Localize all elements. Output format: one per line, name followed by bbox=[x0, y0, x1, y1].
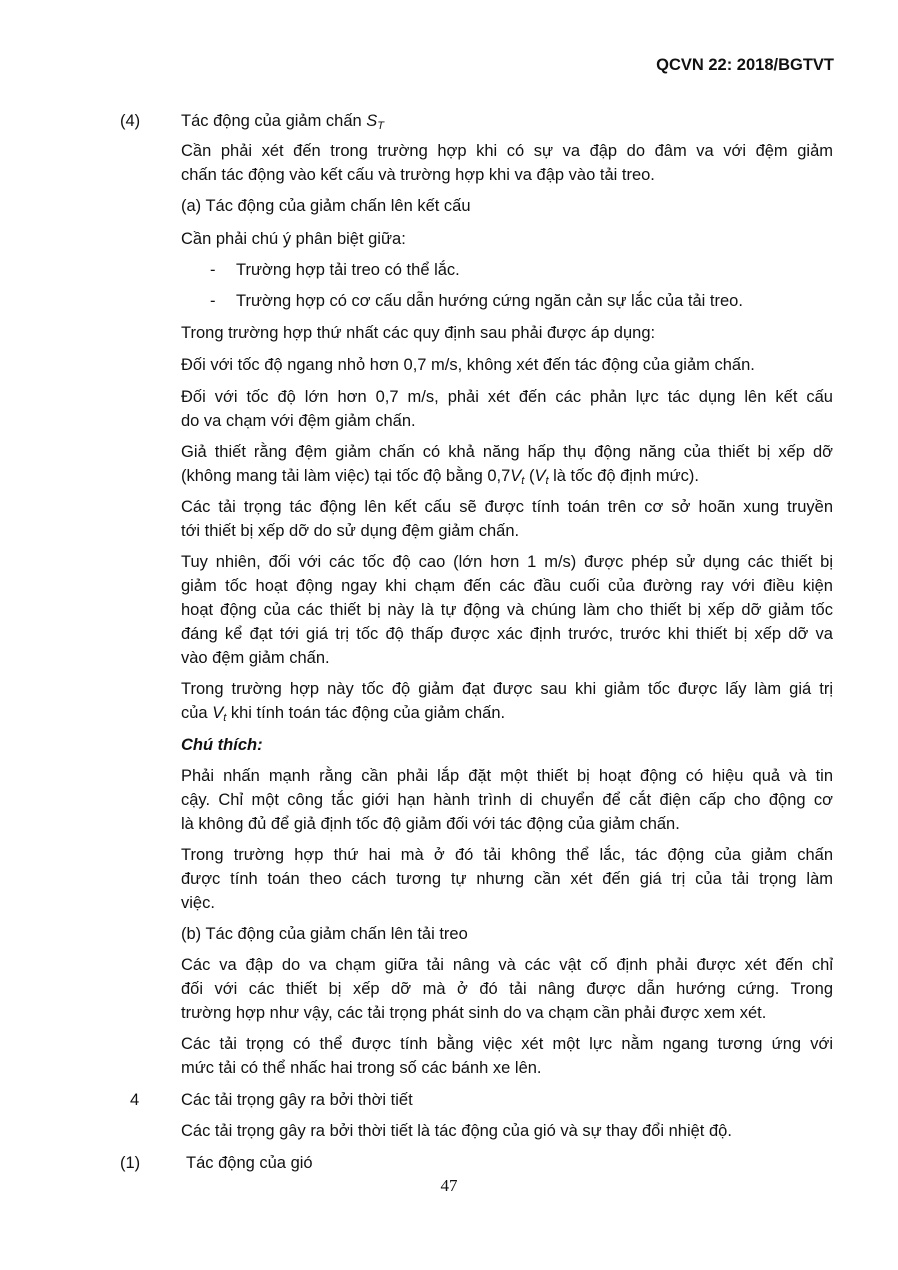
paragraph-line: Phải nhấn mạnh rằng cần phải lắp đặt một thiết bị hoạt động có hiệu quả và tin bbox=[181, 767, 833, 785]
paragraph-line: Đối với tốc độ lớn hơn 0,7 m/s, phải xét đến các phản lực tác dụng lên kết cấu bbox=[181, 388, 833, 406]
paragraph-line: đáng kể đạt tới giá trị tốc độ thấp được xác định trước, trước khi thiết bị xếp dỡ va bbox=[181, 625, 833, 643]
symbol-sub: T bbox=[377, 120, 385, 132]
section-title-text: Tác động của giảm chấn bbox=[181, 112, 367, 130]
symbol-v: V bbox=[534, 467, 546, 485]
subsection-title-a: (a) Tác động của giảm chấn lên kết cấu bbox=[181, 197, 471, 215]
bullet-text: Trường hợp tải treo có thể lắc. bbox=[236, 261, 460, 279]
paragraph-line: Trong trường hợp thứ hai mà ở đó tải không thể lắc, tác động của giảm chấn bbox=[181, 846, 833, 864]
symbol-s: S bbox=[366, 112, 378, 130]
page-number: 47 bbox=[440, 1176, 458, 1195]
paragraph-line: Giả thiết rằng đệm giảm chấn có khả năng hấp thụ động năng của thiết bị xếp dỡ bbox=[181, 443, 833, 461]
paragraph-line: Cần phải xét đến trong trường hợp khi có sự va đập do đâm va với đệm giảm bbox=[181, 142, 833, 160]
subsection-title-b: (b) Tác động của giảm chấn lên tải treo bbox=[181, 925, 468, 943]
symbol-sub: t bbox=[521, 475, 525, 487]
note-title: Chú thích: bbox=[181, 736, 263, 754]
bullet-dash: - bbox=[210, 261, 216, 279]
text-run: ( bbox=[524, 467, 535, 485]
paragraph-line: tới thiết bị xếp dỡ do sử dụng đệm giảm chấn. bbox=[181, 522, 520, 540]
text-run: của bbox=[181, 704, 213, 722]
document-header: QCVN 22: 2018/BGTVT bbox=[656, 56, 834, 74]
bullet-text: Trường hợp có cơ cấu dẫn hướng cứng ngăn cản sự lắc của tải treo. bbox=[236, 292, 743, 310]
symbol-v: V bbox=[510, 467, 522, 485]
symbol-v: V bbox=[212, 704, 224, 722]
text-run: là tốc độ định mức). bbox=[548, 467, 699, 485]
section-number: 4 bbox=[130, 1091, 140, 1109]
paragraph-line: Các tải trọng có thể được tính bằng việc xét một lực nằm ngang tương ứng với bbox=[181, 1035, 833, 1053]
paragraph-line: Trong trường hợp này tốc độ giảm đạt được sau khi giảm tốc được lấy làm giá trị bbox=[181, 680, 833, 698]
paragraph-line bbox=[181, 704, 505, 723]
paragraph-line: mức tải có thể nhấc hai trong số các bánh xe lên. bbox=[181, 1059, 542, 1077]
paragraph-line: Trong trường hợp thứ nhất các quy định sau phải được áp dụng: bbox=[181, 324, 656, 342]
section-title: Các tải trọng gây ra bởi thời tiết bbox=[181, 1091, 413, 1109]
paragraph-line: do va chạm với đệm giảm chấn. bbox=[181, 412, 416, 430]
paragraph-line: trường hợp như vậy, các tải trọng phát sinh do va chạm cần phải được xem xét. bbox=[181, 1004, 767, 1022]
section-number: (1) bbox=[120, 1154, 141, 1172]
section-title: Tác động của gió bbox=[186, 1154, 313, 1172]
symbol-sub: t bbox=[223, 712, 227, 724]
section-title bbox=[181, 112, 384, 131]
section-number: (4) bbox=[120, 112, 141, 130]
paragraph-line: Các tải trọng tác động lên kết cấu sẽ được tính toán trên cơ sở hoãn xung truyền bbox=[181, 498, 833, 516]
paragraph-line: Các tải trọng gây ra bởi thời tiết là tác động của gió và sự thay đổi nhiệt độ. bbox=[181, 1122, 732, 1140]
paragraph-line: cậy. Chỉ một công tắc giới hạn hành trình di chuyển để cắt điện cấp cho động cơ bbox=[181, 791, 833, 809]
paragraph-line: chấn tác động vào kết cấu và trường hợp khi va đập vào tải treo. bbox=[181, 166, 655, 184]
paragraph-line: Đối với tốc độ ngang nhỏ hơn 0,7 m/s, không xét đến tác động của giảm chấn. bbox=[181, 356, 755, 374]
bullet-dash: - bbox=[210, 292, 216, 310]
symbol-sub: t bbox=[545, 475, 549, 487]
paragraph-line bbox=[181, 467, 699, 486]
paragraph-line: việc. bbox=[181, 894, 215, 912]
paragraph-line: giảm tốc hoạt động ngay khi chạm đến các đầu cuối của đường ray với điều kiện bbox=[181, 577, 833, 595]
paragraph-line: Tuy nhiên, đối với các tốc độ cao (lớn hơn 1 m/s) được phép sử dụng các thiết bị bbox=[181, 553, 833, 571]
paragraph-line: đối với các thiết bị xếp dỡ mà ở đó tải nâng được dẫn hướng cứng. Trong bbox=[181, 980, 833, 998]
paragraph-line: vào đệm giảm chấn. bbox=[181, 649, 330, 667]
text-run: (không mang tải làm việc) tại tốc độ bằng 0,7 bbox=[181, 467, 511, 485]
paragraph-line: hoạt động của các thiết bị này là tự động và chúng làm cho thiết bị xếp dỡ giảm tốc bbox=[181, 601, 833, 619]
paragraph-line: là không đủ để giả định tốc độ giảm đối với tác động của giảm chấn. bbox=[181, 815, 680, 833]
paragraph-line: Cần phải chú ý phân biệt giữa: bbox=[181, 230, 406, 248]
text-run: khi tính toán tác động của giảm chấn. bbox=[226, 704, 506, 722]
paragraph-line: được tính toán theo cách tương tự nhưng cần xét đến giá trị của tải trọng làm bbox=[181, 870, 833, 888]
paragraph-line: Các va đập do va chạm giữa tải nâng và các vật cố định phải được xét đến chỉ bbox=[181, 956, 833, 974]
